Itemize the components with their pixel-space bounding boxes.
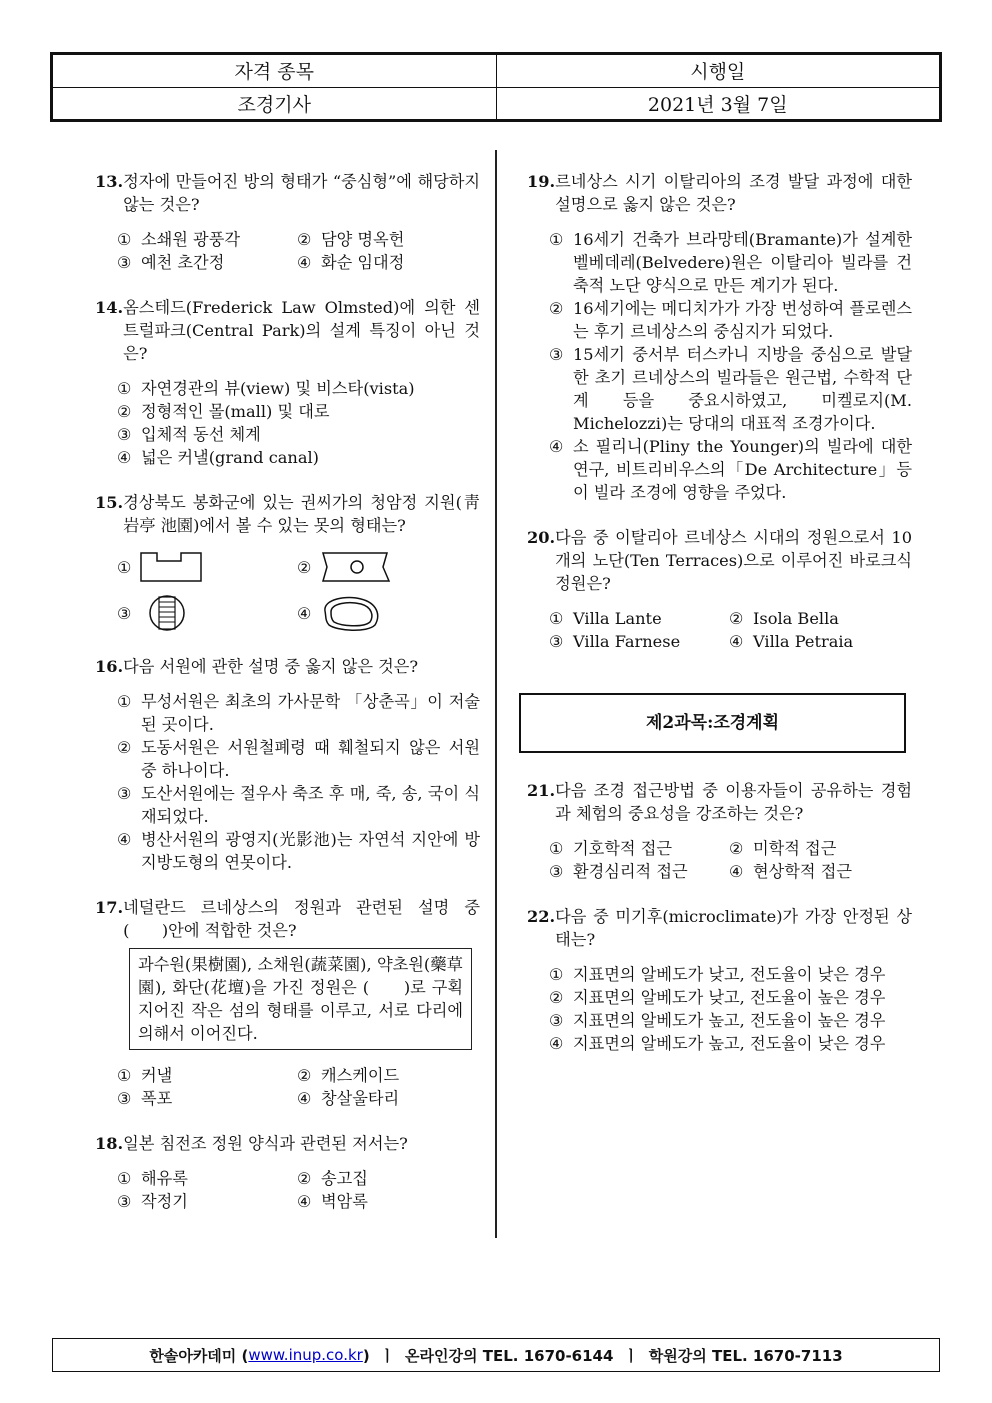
q13-option-3[interactable]: ③ 예천 초간정 <box>117 253 225 272</box>
pond-shape-rectangle-with-island-icon <box>317 549 395 585</box>
question-16: 16. 다음 서원에 관한 설명 중 옳지 않은 것은? ① 무성서원은 최초의 가사문학 「상춘곡」이 저술된 곳이다. ② 도동서원은 서원철폐령 때 훼철되지 않은 서원 중 하나이다. ③ 도산서원에는 절우사 축조 후 매, 죽, 송, 국이 식재되었다. ④ 병산서원의 광영지(光影池)는 자연석 지안에 방지방도형의 연못이다. <box>95 657 480 872</box>
q16-option-2[interactable]: ② 도동서원은 서원철폐령 때 훼철되지 않은 서원 중 하나이다. <box>117 738 480 780</box>
footer-website-link[interactable]: www.inup.co.kr <box>248 1346 363 1364</box>
q15-option-4[interactable]: ④ <box>297 593 480 633</box>
question-21: 21. 다음 조경 접근방법 중 이용자들이 공유하는 경험과 체험의 중요성을 강조하는 것은? ① 기호학적 접근 ② 미학적 접근 ③ 환경심리적 접근 ④ 현상학적 접근 <box>527 781 912 881</box>
q15-option-2[interactable]: ② <box>297 549 480 585</box>
q20-option-2[interactable]: ② Isola Bella <box>729 609 839 628</box>
q13-option-4[interactable]: ④ 화순 임대정 <box>297 253 405 272</box>
q14-option-1[interactable]: ① 자연경관의 뷰(view) 및 비스타(vista) <box>117 379 415 398</box>
q19-option-3[interactable]: ③ 15세기 중서부 터스카니 지방을 중심으로 발달한 초기 르네상스의 빌라들은 원근법, 수학적 단계 등을 중요시하였고, 미켈로지(M. Michelozzi)는 당대의 대표적 조경가이다. <box>549 345 912 433</box>
q19-option-2[interactable]: ② 16세기에는 메디치가가 가장 번성하여 플로렌스는 후기 르네상스의 중심지가 되었다. <box>549 299 912 341</box>
header-date-label: 시행일 <box>496 55 940 88</box>
question-15: 15. 경상북도 봉화군에 있는 권씨가의 청암정 지원(靑岩亭 池園)에서 볼 수 있는 못의 형태는? ① ② ③ ④ <box>95 491 480 633</box>
q22-option-3[interactable]: ③ 지표면의 알베도가 높고, 전도율이 높은 경우 <box>549 1011 886 1030</box>
q21-option-3[interactable]: ③ 환경심리적 접근 <box>549 862 688 881</box>
q18-option-2[interactable]: ② 송고집 <box>297 1169 368 1188</box>
q18-option-3[interactable]: ③ 작정기 <box>117 1192 188 1211</box>
q14-option-3[interactable]: ③ 입체적 동선 체계 <box>117 425 261 444</box>
header-date-value: 2021년 3월 7일 <box>496 87 940 120</box>
question-13: 13. 정자에 만들어진 방의 형태가 “중심형”에 해당하지 않는 것은? ① 소쇄원 광풍각 ② 담양 명옥헌 ③ 예천 초간정 ④ 화순 임대정 <box>95 172 480 272</box>
question-17: 17. 네덜란드 르네상스의 정원과 관련된 설명 중 ( )안에 적합한 것은? 과수원(果樹園), 소채원(蔬菜園), 약초원(藥草園), 화단(花壇)을 가진 정원은 ( )로 구획 지어진 작은 섬의 형태를 이루고, 서로 다리에 의해서 이어진다. ① 커낼 ② 캐스케이드 ③ 폭포 ④ 창살울타리 <box>95 898 480 1108</box>
pond-shape-irregular-loop-icon <box>317 593 385 633</box>
q20-option-3[interactable]: ③ Villa Farnese <box>549 632 681 651</box>
q21-option-1[interactable]: ① 기호학적 접근 <box>549 839 672 858</box>
q17-option-2[interactable]: ② 캐스케이드 <box>297 1066 400 1085</box>
q20-option-1[interactable]: ① Villa Lante <box>549 609 662 628</box>
q21-option-4[interactable]: ④ 현상학적 접근 <box>729 862 852 881</box>
q15-option-3[interactable]: ③ <box>117 593 297 633</box>
q16-option-1[interactable]: ① 무성서원은 최초의 가사문학 「상춘곡」이 저술된 곳이다. <box>117 692 480 734</box>
q18-option-1[interactable]: ① 해유록 <box>117 1169 188 1188</box>
q22-option-4[interactable]: ④ 지표면의 알베도가 높고, 전도율이 낮은 경우 <box>549 1034 886 1053</box>
left-column <box>95 170 480 1235</box>
pond-shape-circle-with-bridge-icon <box>137 593 197 633</box>
q20-option-4[interactable]: ④ Villa Petraia <box>729 632 854 651</box>
pond-shape-notched-rectangle-icon <box>137 549 207 585</box>
question-14: 14. 옴스테드(Frederick Law Olmsted)에 의한 센트럴파크(Central Park)의 설계 특징이 아닌 것은? ① 자연경관의 뷰(view) 및 비스타(vista) ② 정형적인 몰(mall) 및 대로 ③ 입체적 동선 체계 ④ 넓은 커낼(grand canal) <box>95 298 480 467</box>
footer-bar <box>52 1338 940 1372</box>
footer-academy: 한솔아카데미 ( <box>149 1346 249 1365</box>
exam-header-table <box>50 52 942 122</box>
header-subject-value: 조경기사 <box>53 87 497 120</box>
q22-option-1[interactable]: ① 지표면의 알베도가 낮고, 전도율이 낮은 경우 <box>549 965 886 984</box>
q17-passage-box: 과수원(果樹園), 소채원(蔬菜園), 약초원(藥草園), 화단(花壇)을 가진 정원은 ( )로 구획 지어진 작은 섬의 형태를 이루고, 서로 다리에 의해서 이어진다. <box>129 948 472 1050</box>
question-22: 22. 다음 중 미기후(microclimate)가 가장 안정된 상태는? ① 지표면의 알베도가 낮고, 전도율이 낮은 경우 ② 지표면의 알베도가 낮고, 전도율이 높은 경우 ③ 지표면의 알베도가 높고, 전도율이 높은 경우 ④ 지표면의 알베도가 높고, 전도율이 낮은 경우 <box>527 907 912 1053</box>
header-subject-label: 자격 종목 <box>53 55 497 88</box>
section-title-box: 제2과목:조경계획 <box>519 693 906 753</box>
q17-option-4[interactable]: ④ 창살울타리 <box>297 1089 400 1108</box>
question-18: 18. 일본 침전조 정원 양식과 관련된 저서는? ① 해유록 ② 송고집 ③ 작정기 ④ 벽암록 <box>95 1132 480 1213</box>
footer-contact: ) ㅣ 온라인강의 TEL. 1670-6144 ㅣ 학원강의 TEL. 1670-7113 <box>362 1346 843 1365</box>
q13-option-2[interactable]: ② 담양 명옥헌 <box>297 230 405 249</box>
q21-option-2[interactable]: ② 미학적 접근 <box>729 839 837 858</box>
q16-option-3[interactable]: ③ 도산서원에는 절우사 축조 후 매, 죽, 송, 국이 식재되었다. <box>117 784 480 826</box>
q17-option-3[interactable]: ③ 폭포 <box>117 1089 173 1108</box>
q17-option-1[interactable]: ① 커낼 <box>117 1066 173 1085</box>
right-column <box>527 170 912 1077</box>
q18-option-4[interactable]: ④ 벽암록 <box>297 1192 368 1211</box>
q19-option-1[interactable]: ① 16세기 건축가 브라망테(Bramante)가 설계한 벨베데레(Belvedere)원은 이탈리아 빌라를 건축적 노단 양식으로 만든 계기가 된다. <box>549 230 912 295</box>
q16-option-4[interactable]: ④ 병산서원의 광영지(光影池)는 자연석 지안에 방지방도형의 연못이다. <box>117 830 480 872</box>
question-20: 20. 다음 중 이탈리아 르네상스 시대의 정원으로서 10개의 노단(Ten Terraces)으로 이루어진 바로크식 정원은? ① Villa Lante ② Isola Bella ③ Villa Farnese ④ Villa Petraia <box>527 528 912 651</box>
q13-option-1[interactable]: ① 소쇄원 광풍각 <box>117 230 240 249</box>
q19-option-4[interactable]: ④ 소 필리니(Pliny the Younger)의 빌라에 대한 연구, 비트리비우스의「De Architecture」등이 빌라 조경에 영향을 주었다. <box>549 437 912 502</box>
q14-option-2[interactable]: ② 정형적인 몰(mall) 및 대로 <box>117 402 330 421</box>
column-divider <box>495 150 497 1238</box>
q14-option-4[interactable]: ④ 넓은 커낼(grand canal) <box>117 448 319 467</box>
q15-option-1[interactable]: ① <box>117 549 297 585</box>
question-19: 19. 르네상스 시기 이탈리아의 조경 발달 과정에 대한 설명으로 옳지 않은 것은? ① 16세기 건축가 브라망테(Bramante)가 설계한 벨베데레(Belvedere)원은 이탈리아 빌라를 건축적 노단 양식으로 만든 계기가 된다. ② 16세기에는 메디치가가 가장 번성하여 플로렌스는 후기 르네상스의 중심지가 되었다. ③ 15세기 중서부 터스카니 지방을 중심으로 발달한 초기 르네상스의 빌라들은 원근법, 수학적 단계 등을 중요시하였고, 미켈로지(M. Michelozzi)는 당대의 대표적 조경가이다. ④ 소 필리니(Pliny the Younger)의 빌라에 대한 연구, 비트리비우스의「De Architecture」등이 빌라 조경에 영향을 주었다. <box>527 172 912 502</box>
q22-option-2[interactable]: ② 지표면의 알베도가 낮고, 전도율이 높은 경우 <box>549 988 886 1007</box>
